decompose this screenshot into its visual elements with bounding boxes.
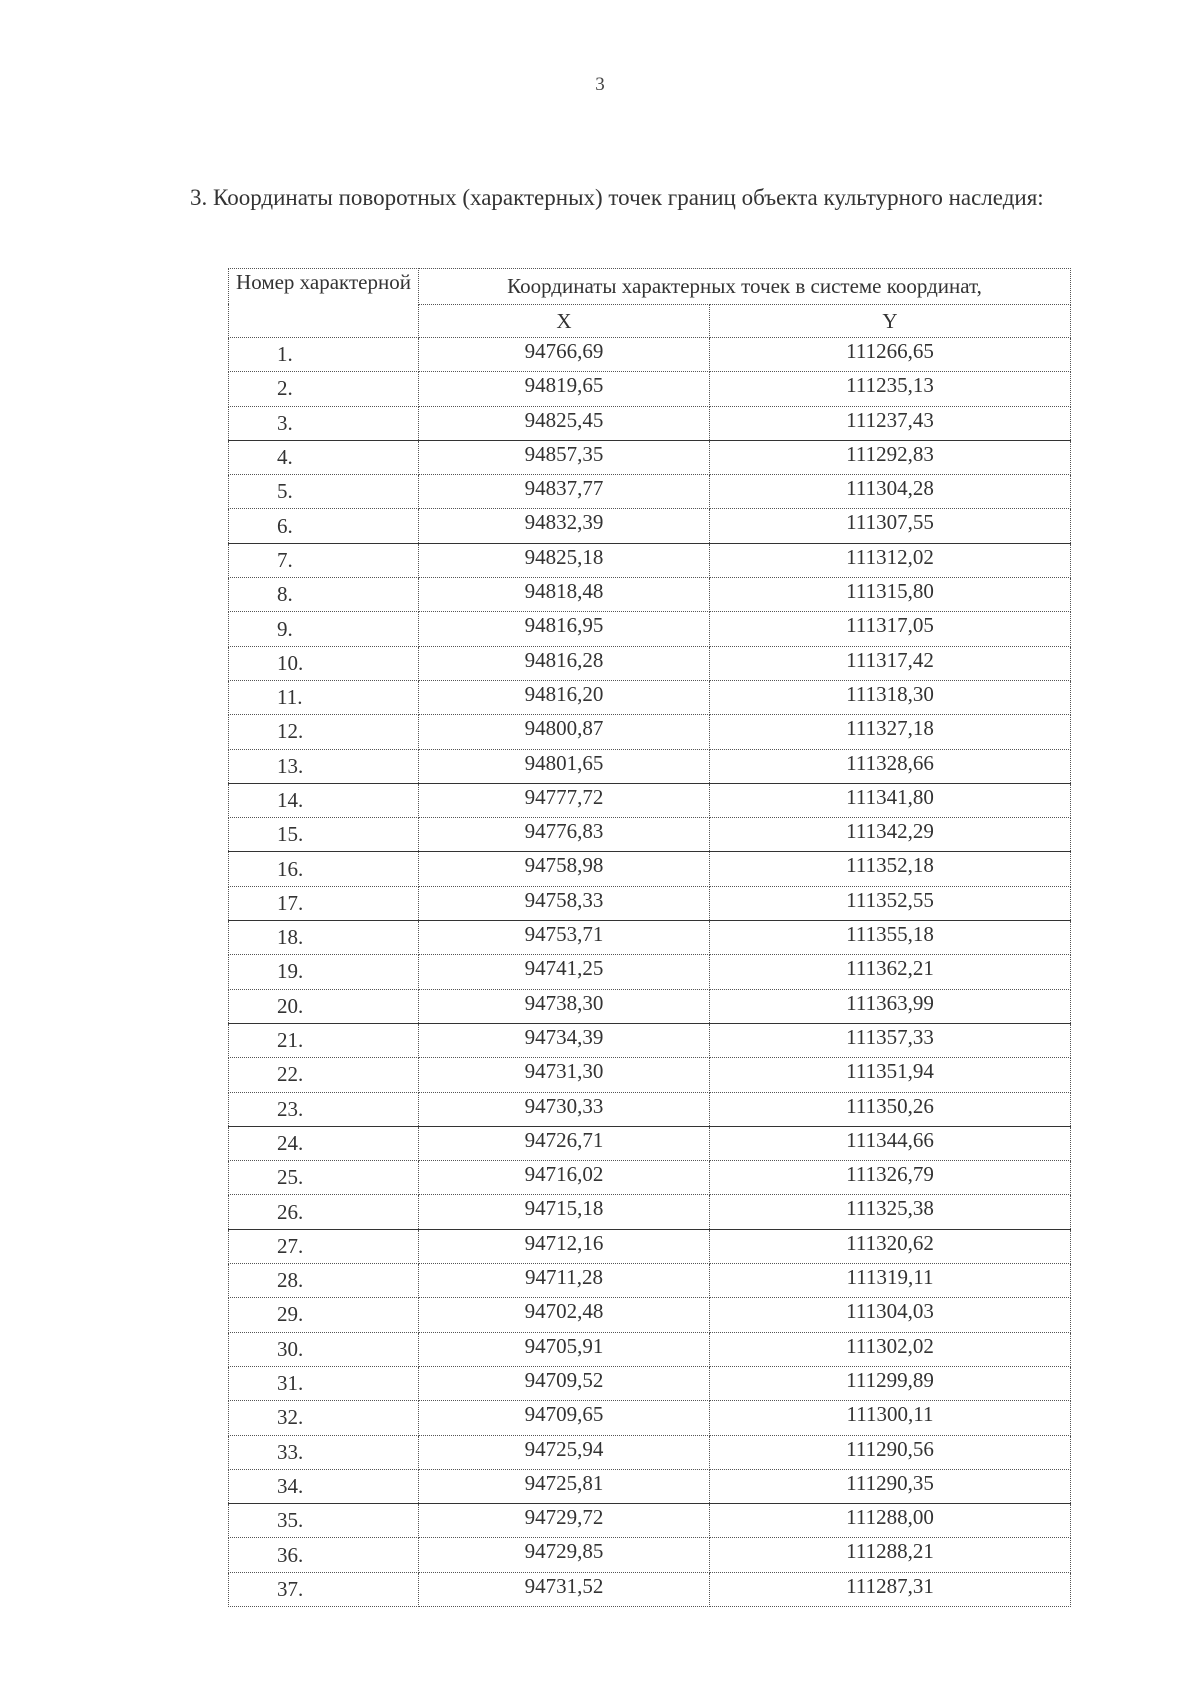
table-row — [229, 715, 1071, 749]
table-row — [229, 749, 1071, 783]
table-row — [229, 1435, 1071, 1469]
point-number-cell: 24. — [229, 1126, 419, 1160]
x-coordinate-cell: 94702,48 — [419, 1298, 710, 1332]
y-coordinate-cell: 111312,02 — [710, 543, 1071, 577]
point-number-cell: 34. — [229, 1469, 419, 1503]
y-coordinate-cell: 111325,38 — [710, 1195, 1071, 1229]
point-number-cell: 30. — [229, 1332, 419, 1366]
table-row — [229, 1126, 1071, 1160]
table-row — [229, 1023, 1071, 1057]
x-coordinate-cell: 94729,72 — [419, 1504, 710, 1538]
coordinates-table — [228, 268, 1071, 1607]
x-coordinate-cell: 94766,69 — [419, 338, 710, 372]
table-row — [229, 783, 1071, 817]
x-coordinate-cell: 94716,02 — [419, 1161, 710, 1195]
x-coordinate-cell: 94738,30 — [419, 989, 710, 1023]
y-coordinate-cell: 111363,99 — [710, 989, 1071, 1023]
x-coordinate-cell: 94758,33 — [419, 886, 710, 920]
y-coordinate-cell: 111352,55 — [710, 886, 1071, 920]
table-row — [229, 1366, 1071, 1400]
table-row — [229, 1229, 1071, 1263]
y-coordinate-cell: 111320,62 — [710, 1229, 1071, 1263]
y-coordinate-cell: 111318,30 — [710, 680, 1071, 714]
table-row — [229, 646, 1071, 680]
table-row — [229, 1504, 1071, 1538]
y-coordinate-cell: 111287,31 — [710, 1572, 1071, 1606]
x-coordinate-cell: 94729,85 — [419, 1538, 710, 1572]
table-row — [229, 1092, 1071, 1126]
point-number-cell: 23. — [229, 1092, 419, 1126]
y-coordinate-cell: 111292,83 — [710, 440, 1071, 474]
table-row — [229, 1538, 1071, 1572]
x-coordinate-cell: 94816,28 — [419, 646, 710, 680]
x-coordinate-cell: 94832,39 — [419, 509, 710, 543]
point-number-cell: 18. — [229, 921, 419, 955]
x-coordinate-cell: 94705,91 — [419, 1332, 710, 1366]
table-row — [229, 1264, 1071, 1298]
y-coordinate-cell: 111304,28 — [710, 475, 1071, 509]
table-row — [229, 955, 1071, 989]
point-number-cell: 13. — [229, 749, 419, 783]
y-coordinate-cell: 111317,42 — [710, 646, 1071, 680]
table-row — [229, 1298, 1071, 1332]
x-coordinate-cell: 94758,98 — [419, 852, 710, 886]
x-coordinate-cell: 94816,95 — [419, 612, 710, 646]
point-number-cell: 29. — [229, 1298, 419, 1332]
table-row — [229, 612, 1071, 646]
point-number-cell: 3. — [229, 406, 419, 440]
point-number-cell: 33. — [229, 1435, 419, 1469]
header-x: X — [419, 304, 710, 338]
table-row — [229, 1401, 1071, 1435]
table-row — [229, 921, 1071, 955]
point-number-cell: 22. — [229, 1058, 419, 1092]
x-coordinate-cell: 94777,72 — [419, 783, 710, 817]
point-number-cell: 16. — [229, 852, 419, 886]
point-number-cell: 36. — [229, 1538, 419, 1572]
x-coordinate-cell: 94734,39 — [419, 1023, 710, 1057]
point-number-cell: 35. — [229, 1504, 419, 1538]
point-number-cell: 37. — [229, 1572, 419, 1606]
point-number-cell: 21. — [229, 1023, 419, 1057]
table-row — [229, 886, 1071, 920]
header-coordinates: Координаты характерных точек в системе координат, — [419, 269, 1071, 305]
y-coordinate-cell: 111304,03 — [710, 1298, 1071, 1332]
point-number-cell: 14. — [229, 783, 419, 817]
y-coordinate-cell: 111352,18 — [710, 852, 1071, 886]
point-number-cell: 17. — [229, 886, 419, 920]
x-coordinate-cell: 94825,18 — [419, 543, 710, 577]
y-coordinate-cell: 111307,55 — [710, 509, 1071, 543]
y-coordinate-cell: 111355,18 — [710, 921, 1071, 955]
table-row — [229, 989, 1071, 1023]
table-row — [229, 406, 1071, 440]
x-coordinate-cell: 94725,81 — [419, 1469, 710, 1503]
table-row — [229, 1058, 1071, 1092]
point-number-cell: 31. — [229, 1366, 419, 1400]
x-coordinate-cell: 94816,20 — [419, 680, 710, 714]
point-number-cell: 19. — [229, 955, 419, 989]
y-coordinate-cell: 111290,35 — [710, 1469, 1071, 1503]
point-number-cell: 7. — [229, 543, 419, 577]
y-coordinate-cell: 111319,11 — [710, 1264, 1071, 1298]
y-coordinate-cell: 111327,18 — [710, 715, 1071, 749]
point-number-cell: 5. — [229, 475, 419, 509]
section-heading: 3. Координаты поворотных (характерных) точек границ объекта культурного наследия: — [190, 185, 1044, 210]
x-coordinate-cell: 94776,83 — [419, 818, 710, 852]
point-number-cell: 2. — [229, 372, 419, 406]
x-coordinate-cell: 94709,65 — [419, 1401, 710, 1435]
point-number-cell: 9. — [229, 612, 419, 646]
x-coordinate-cell: 94731,52 — [419, 1572, 710, 1606]
x-coordinate-cell: 94800,87 — [419, 715, 710, 749]
page-number: 3 — [595, 74, 605, 95]
table-row — [229, 338, 1071, 372]
y-coordinate-cell: 111328,66 — [710, 749, 1071, 783]
y-coordinate-cell: 111299,89 — [710, 1366, 1071, 1400]
table-body — [229, 338, 1071, 1607]
point-number-cell: 1. — [229, 338, 419, 372]
y-coordinate-cell: 111290,56 — [710, 1435, 1071, 1469]
point-number-cell: 26. — [229, 1195, 419, 1229]
y-coordinate-cell: 111350,26 — [710, 1092, 1071, 1126]
point-number-cell: 12. — [229, 715, 419, 749]
table-row — [229, 1332, 1071, 1366]
x-coordinate-cell: 94725,94 — [419, 1435, 710, 1469]
point-number-cell: 10. — [229, 646, 419, 680]
y-coordinate-cell: 111288,00 — [710, 1504, 1071, 1538]
y-coordinate-cell: 111351,94 — [710, 1058, 1071, 1092]
table-row — [229, 440, 1071, 474]
x-coordinate-cell: 94731,30 — [419, 1058, 710, 1092]
table-row — [229, 509, 1071, 543]
x-coordinate-cell: 94726,71 — [419, 1126, 710, 1160]
x-coordinate-cell: 94801,65 — [419, 749, 710, 783]
x-coordinate-cell: 94819,65 — [419, 372, 710, 406]
y-coordinate-cell: 111326,79 — [710, 1161, 1071, 1195]
y-coordinate-cell: 111342,29 — [710, 818, 1071, 852]
point-number-cell: 28. — [229, 1264, 419, 1298]
table-row — [229, 1195, 1071, 1229]
point-number-cell: 20. — [229, 989, 419, 1023]
x-coordinate-cell: 94837,77 — [419, 475, 710, 509]
y-coordinate-cell: 111341,80 — [710, 783, 1071, 817]
x-coordinate-cell: 94857,35 — [419, 440, 710, 474]
point-number-cell: 32. — [229, 1401, 419, 1435]
y-coordinate-cell: 111237,43 — [710, 406, 1071, 440]
x-coordinate-cell: 94730,33 — [419, 1092, 710, 1126]
y-coordinate-cell: 111317,05 — [710, 612, 1071, 646]
x-coordinate-cell: 94712,16 — [419, 1229, 710, 1263]
x-coordinate-cell: 94825,45 — [419, 406, 710, 440]
y-coordinate-cell: 111357,33 — [710, 1023, 1071, 1057]
y-coordinate-cell: 111302,02 — [710, 1332, 1071, 1366]
x-coordinate-cell: 94753,71 — [419, 921, 710, 955]
point-number-cell: 6. — [229, 509, 419, 543]
table-row — [229, 372, 1071, 406]
y-coordinate-cell: 111300,11 — [710, 1401, 1071, 1435]
table-row — [229, 680, 1071, 714]
table-row — [229, 475, 1071, 509]
y-coordinate-cell: 111266,65 — [710, 338, 1071, 372]
header-y: Y — [710, 304, 1071, 338]
point-number-cell: 27. — [229, 1229, 419, 1263]
table-row — [229, 818, 1071, 852]
x-coordinate-cell: 94818,48 — [419, 578, 710, 612]
point-number-cell: 4. — [229, 440, 419, 474]
x-coordinate-cell: 94741,25 — [419, 955, 710, 989]
y-coordinate-cell: 111344,66 — [710, 1126, 1071, 1160]
y-coordinate-cell: 111235,13 — [710, 372, 1071, 406]
point-number-cell: 15. — [229, 818, 419, 852]
table-row — [229, 578, 1071, 612]
x-coordinate-cell: 94709,52 — [419, 1366, 710, 1400]
x-coordinate-cell: 94715,18 — [419, 1195, 710, 1229]
point-number-cell: 25. — [229, 1161, 419, 1195]
y-coordinate-cell: 111288,21 — [710, 1538, 1071, 1572]
point-number-cell: 8. — [229, 578, 419, 612]
y-coordinate-cell: 111315,80 — [710, 578, 1071, 612]
table-row — [229, 1161, 1071, 1195]
point-number-cell: 11. — [229, 680, 419, 714]
table-row — [229, 543, 1071, 577]
table-row — [229, 1572, 1071, 1606]
table-row — [229, 852, 1071, 886]
x-coordinate-cell: 94711,28 — [419, 1264, 710, 1298]
table-row — [229, 1469, 1071, 1503]
y-coordinate-cell: 111362,21 — [710, 955, 1071, 989]
header-point-number: Номер характерной — [229, 269, 419, 338]
